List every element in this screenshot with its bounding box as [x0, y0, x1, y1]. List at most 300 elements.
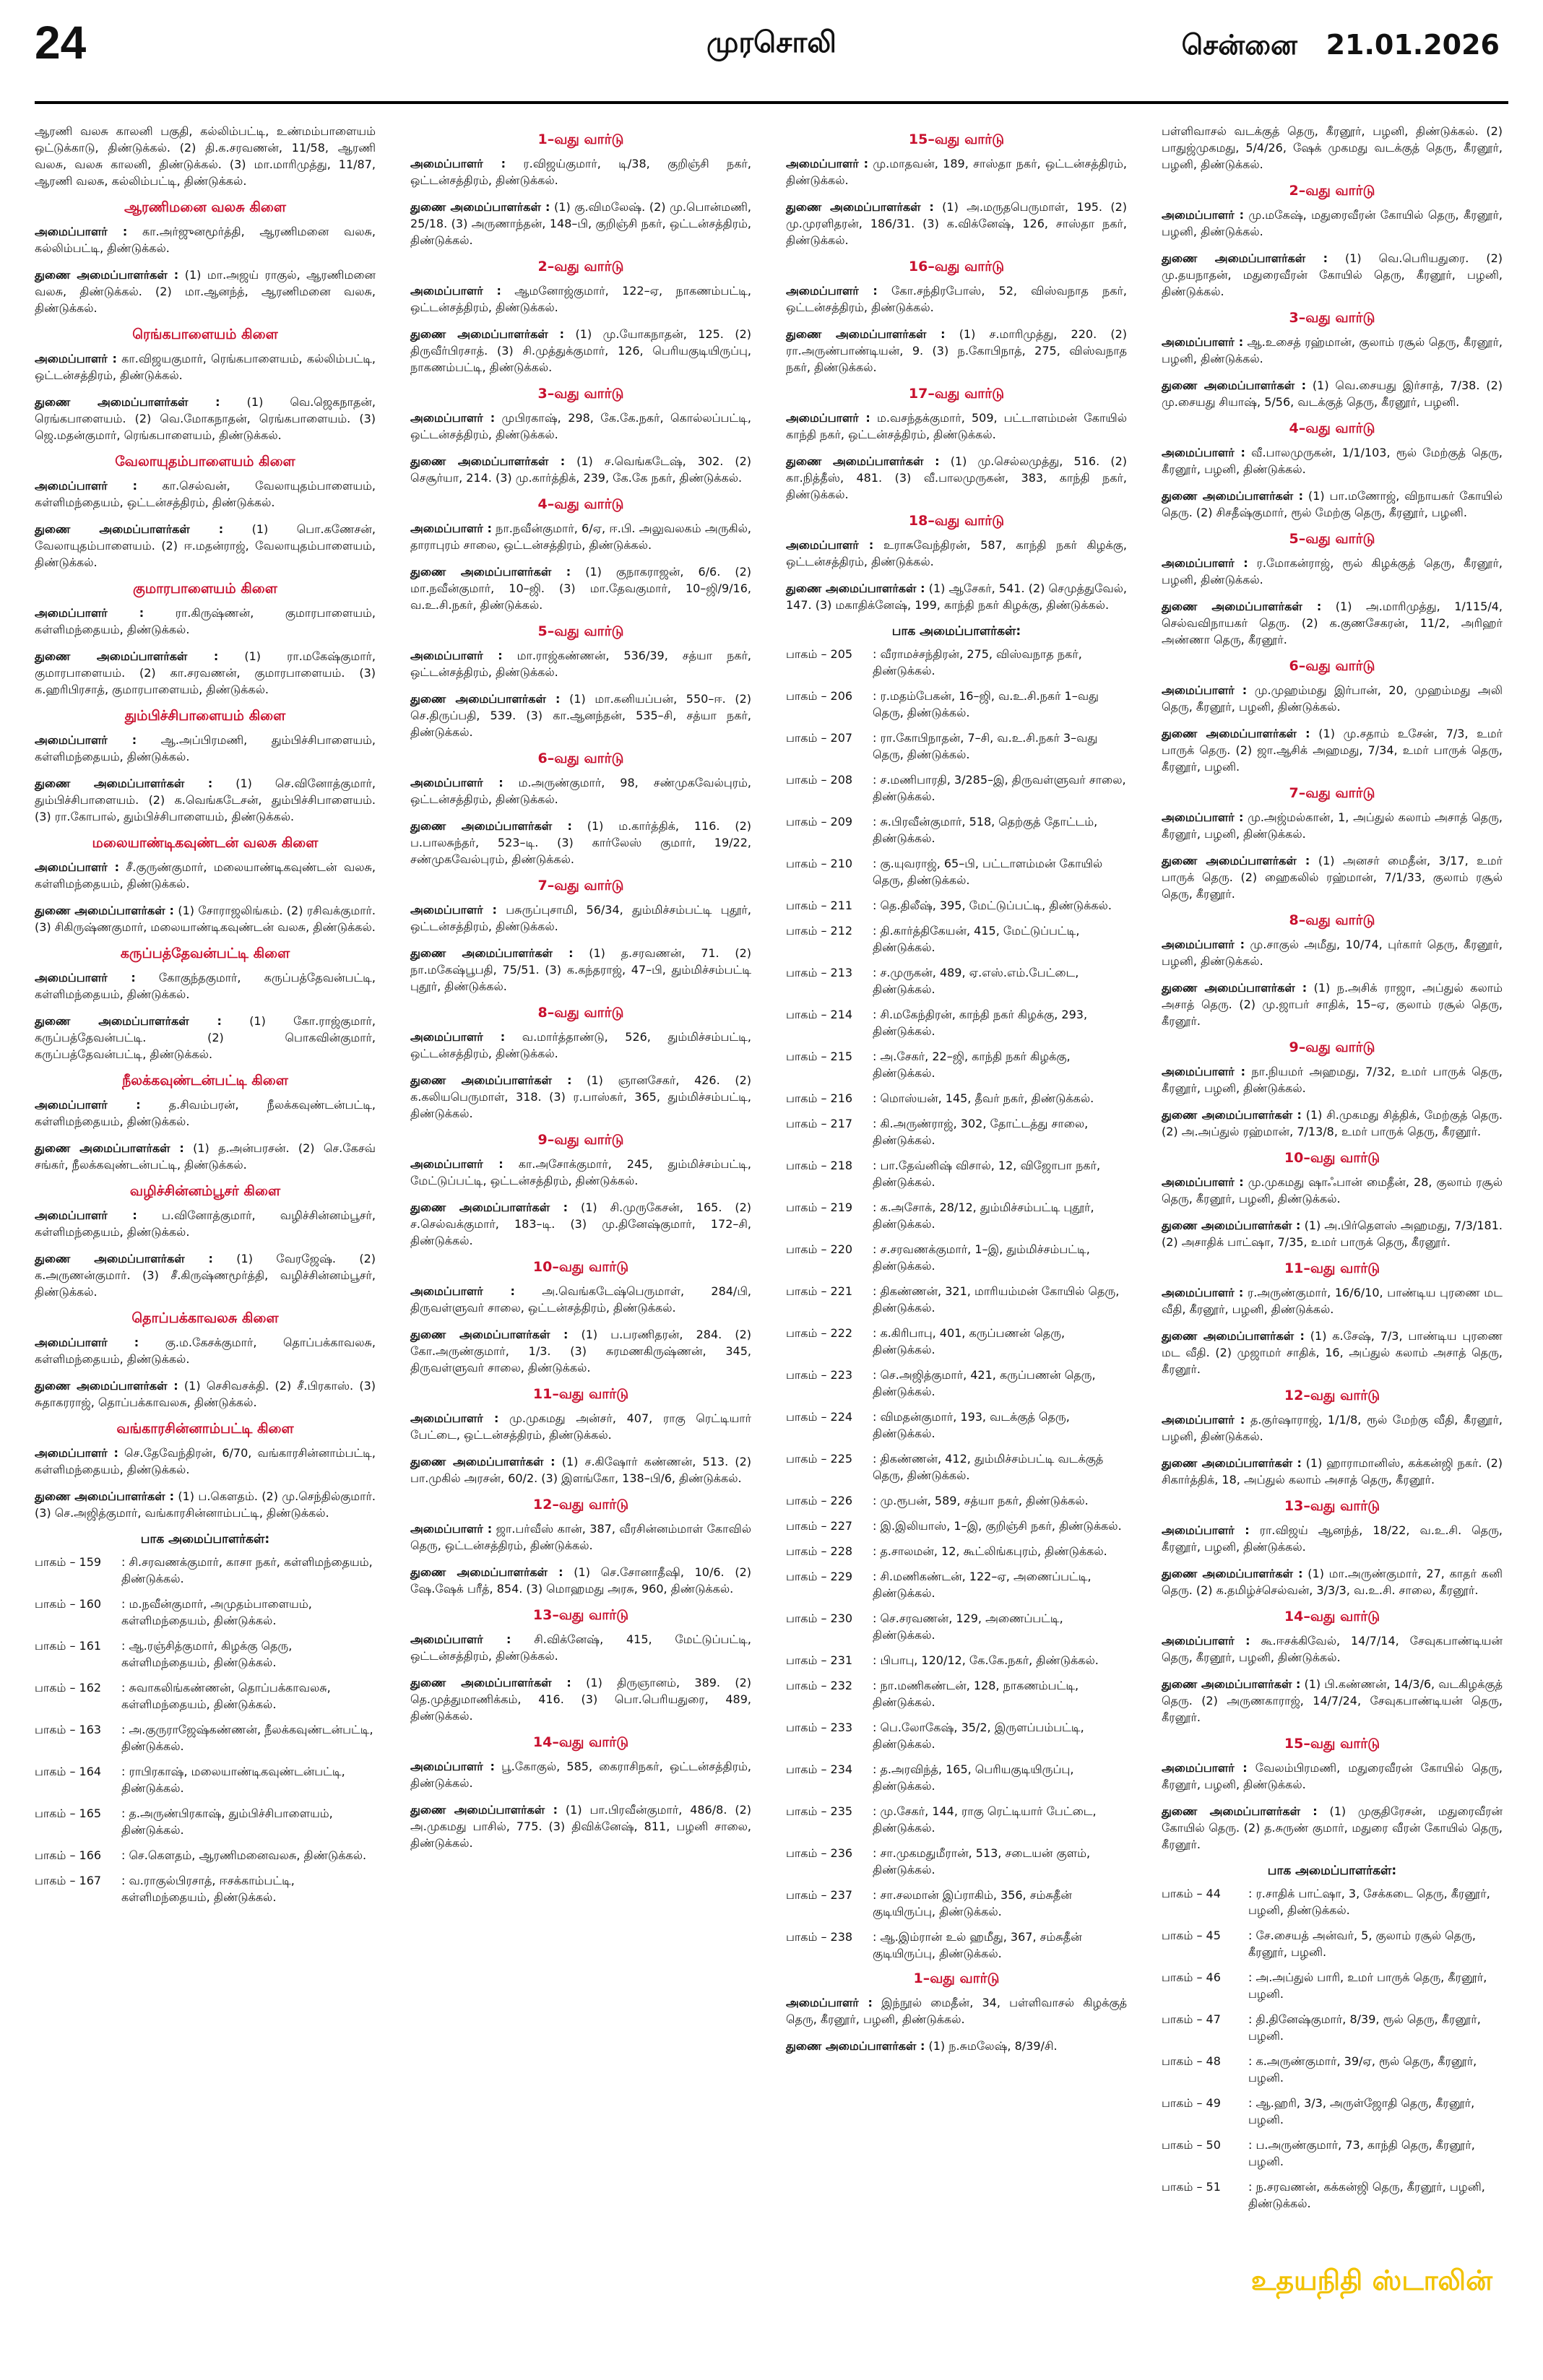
entry-paragraph: [35, 521, 376, 571]
entry-text: (1) செ.சோனாதீஷி, 10/6. (2) ஷே.ஷேக் பரீத், 854. (3) மொஹமது அரசு, 960, திண்டுக்கல்.: [410, 1565, 751, 1596]
entry-text: (1) மு.சதாம் உசேன், 7/3, உமர் பாருக் தெரு. (2) ஜா.ஆசிக் அஹமது, 7/34, உமர் பாருக் தெரு, கீரனூர், பழனி.: [1162, 727, 1503, 774]
entry-paragraph: [410, 1564, 751, 1597]
part-row: [786, 1006, 1127, 1039]
entry-text: (1) த.அன்பரசன். (2) செ.கேசவ் சங்கர், நீலக்கவுண்டன்பட்டி, திண்டுக்கல்.: [35, 1141, 376, 1172]
entry-label: அமைப்பாளர் :: [1162, 1761, 1248, 1775]
part-row: [786, 646, 1127, 679]
part-organizer: : தி.கார்த்திகேயன், 415, மேட்டுப்பட்டி, திண்டுக்கல்.: [873, 924, 1080, 954]
entry-text: ரா.விஜய் ஆனந்த், 18/22, வ.உ.சி. தெரு, கீரனூர், பழனி, திண்டுக்கல்.: [1162, 1523, 1503, 1554]
entry-paragraph: [35, 775, 376, 825]
entry-text: (1) ப.கௌதம். (2) மு.செந்தில்குமார். (3) செ.அஜித்குமார், வங்காரசின்னாம்பட்டி, திண்டுக்கல்.: [35, 1489, 376, 1520]
entry-paragraph: [410, 453, 751, 486]
section-heading: 10–வது வார்டு: [532, 1259, 629, 1275]
entry-text: (1) வெ.பெரியதுரை. (2) மு.தயநாதன், மதுரைவீரன் கோயில் தெரு, கீரனூர், பழனி, திண்டுக்கல்.: [1162, 251, 1503, 298]
part-row: [786, 771, 1127, 805]
part-number: பாகம் – 219: [786, 1200, 853, 1214]
entry-label: துணை அமைப்பாளர்கள் :: [410, 1200, 569, 1214]
section-heading: 8–வது வார்டு: [537, 1005, 624, 1021]
entry-text: அ.வெங்கடேஷ்பெருமாள், 284/பி, திருவள்ளுவர் சாலை, ஒட்டன்சத்திரம், திண்டுக்கல்.: [410, 1284, 752, 1315]
part-number: பாகம் – 227: [786, 1519, 853, 1533]
part-number: பாகம் – 228: [786, 1544, 853, 1558]
entry-paragraph: [1162, 1676, 1503, 1726]
entry-paragraph: [1162, 852, 1503, 902]
entry-paragraph: [410, 520, 751, 553]
entry-label: துணை அமைப்பாளர்கள் :: [1162, 1219, 1301, 1232]
entry-label: துணை அமைப்பாளர்கள் :: [410, 1455, 556, 1468]
part-row: [786, 1492, 1127, 1509]
entry-text: ர.அருண்குமார், 16/6/10, பாண்டிய புரணை மட வீதி, கீரனூர், பழனி, திண்டுக்கல்.: [1162, 1286, 1503, 1316]
entry-text: செ.தேவேந்திரன், 6/70, வங்காரசின்னாம்பட்டி, கள்ளிமந்தையம், திண்டுக்கல்.: [35, 1446, 376, 1476]
entry-paragraph: [410, 155, 751, 189]
part-number: பாகம் – 225: [786, 1452, 853, 1466]
entry-label: துணை அமைப்பாளர்கள் :: [35, 1379, 178, 1393]
part-number: பாகம் – 213: [786, 966, 853, 979]
entry-text: கா.அர்ஜுனமூர்த்தி, ஆரணிமனை வலசு, கல்லிம்பட்டி, திண்டுக்கல்.: [35, 225, 376, 255]
entry-paragraph: [410, 647, 751, 680]
entry-text: (1) அ.பிர்தௌஸ் அஹமது, 7/3/181. (2) அசாதிக் பாட்ஷா, 7/35, உமர் பாருக் தெரு, கீரனூர்.: [1162, 1219, 1503, 1249]
part-row: [786, 897, 1127, 914]
section-heading: 10–வது வார்டு: [1284, 1150, 1380, 1166]
entry-label: அமைப்பாளர் :: [1162, 1634, 1250, 1648]
entry-label: அமைப்பாளர் :: [1162, 1286, 1244, 1299]
section-heading: 18–வது வார்டு: [908, 513, 1005, 529]
section-heading: 16–வது வார்டு: [908, 259, 1005, 274]
entry-paragraph: [410, 1674, 751, 1724]
entry-text: (1) முகுதிரேசன், மதுரைவீரன் கோயில் தெரு. (2) த.சுருண் குமார், மதுரை வீரன் கோயில் தெரு, கீரனூர்.: [1162, 1804, 1503, 1851]
part-row: [786, 1610, 1127, 1643]
part-row: [1162, 1927, 1503, 1960]
entry-paragraph: [410, 282, 751, 316]
entry-text: (1) அ.மாரிமுத்து, 1/115/4, செல்வவிநாயகர் தெரு. (2) க.குணசேகரன், 11/2, அரிஹர் அண்ணா தெரு, கீரனூர்.: [1162, 600, 1503, 646]
part-row: [786, 1543, 1127, 1559]
entry-paragraph: [1162, 488, 1503, 521]
part-number: பாகம் – 214: [786, 1008, 853, 1021]
part-organizer: : பிபாபு, 120/12, கே.கே.நகர், திண்டுக்கல்.: [873, 1653, 1099, 1667]
entry-paragraph: [1162, 1565, 1503, 1598]
entry-text: (1) அனசர் மைதீன், 3/17, உமர் பாருக் தெரு. (2) ஹைகலில் ரஹ்மான், 7/1/33, குலாம் ரசூல் தெரு, கீரனூர்.: [1162, 854, 1503, 901]
part-number: பாகம் – 51: [1162, 2180, 1221, 2194]
entry-paragraph: [786, 453, 1127, 503]
entry-label: அமைப்பாளர் :: [1162, 335, 1244, 349]
part-number: பாகம் – 161: [35, 1639, 102, 1653]
newspaper-name: முரசொலி: [706, 26, 837, 59]
section-heading: 6–வது வார்டு: [1289, 658, 1375, 674]
entry-label: துணை அமைப்பாளர்கள் :: [35, 904, 174, 917]
entry-text: மு.முஹம்மது இர்பான், 20, முஹம்மது அலி தெரு, கீரனூர், பழனி, திண்டுக்கல்.: [1162, 683, 1503, 714]
entry-paragraph: [410, 199, 751, 248]
section-heading: 5–வது வார்டு: [537, 623, 624, 639]
entry-text: (1) மா.கனியப்பன், 550–ஈ. (2) செ.திருப்பதி, 539. (3) கா.ஆனந்தன், 535–சி, சத்யா நகர், திண்டுக்கல்.: [410, 692, 751, 739]
entry-paragraph: [1162, 809, 1503, 842]
part-number: பாகம் – 233: [786, 1721, 853, 1734]
part-row: [35, 1721, 376, 1754]
entry-text: (1) ந.அசிக் ராஜா, அப்துல் கலாம் அசாத் தெரு. (2) மு.ஜாபர் சாதிக், 15–ஏ, குலாம் ரசூல் தெரு, கீரனூர்.: [1162, 981, 1503, 1028]
entry-paragraph: [35, 1096, 376, 1130]
entry-text: (1) மா.அருண்குமார், 27, காதர் கனி தெரு. (2) க.தமிழ்ச்செல்வன், 3/3/3, வ.உ.சி. சாலை, கீரனூர்.: [1162, 1567, 1503, 1597]
section-heading: 4–வது வார்டு: [537, 496, 624, 512]
entry-paragraph: [1162, 725, 1503, 775]
part-organizer: : ஆ.இம்ரான் உல் ஹமீது, 367, சம்சுதீன் குடியிருப்பு, திண்டுக்கல்.: [873, 1930, 1082, 1960]
entry-label: அமைப்பாளர் :: [786, 538, 874, 552]
entry-paragraph: [410, 945, 751, 995]
entry-text: கூ.ஈசக்கிவேல், 14/7/14, சேவுகபாண்டியன் தெரு, கீரனூர், பழனி, திண்டுக்கல்.: [1162, 1634, 1503, 1664]
entry-paragraph: [410, 1072, 751, 1122]
entry-paragraph: [786, 155, 1127, 189]
page-number: 24: [35, 17, 87, 69]
entry-label: துணை அமைப்பாளர்கள் :: [1162, 1804, 1318, 1818]
part-organizer: : ச.சரவணக்குமார், 1–இ, தும்மிச்சம்பட்டி, திண்டுக்கல்.: [873, 1242, 1090, 1273]
entry-text: நா.நியமர் அஹமது, 7/32, உமர் பாருக் தெரு, கீரனூர், பழனி, திண்டுக்கல்.: [1162, 1065, 1503, 1095]
entry-paragraph: [1162, 1803, 1503, 1853]
part-organizers-heading: பாக அமைப்பாளர்கள்:: [140, 1532, 270, 1546]
section-heading: 3–வது வார்டு: [537, 386, 624, 402]
entry-label: துணை அமைப்பாளர்கள் :: [786, 200, 934, 214]
part-organizer: : ப.அருண்குமார், 73, காந்தி தெரு, கீரனூர், பழனி.: [1248, 2138, 1475, 2168]
entry-paragraph: [410, 818, 751, 867]
entry-label: அமைப்பாளர் :: [1162, 683, 1248, 697]
entry-paragraph: [1162, 936, 1503, 969]
part-organizer: : ராபிரகாஷ், மலையாண்டிகவுண்டன்பட்டி, திண்டுக்கல்.: [121, 1765, 345, 1795]
part-organizer: : ர.மதம்பேகன், 16–ஜி, வ.உ.சி.நகர் 1–வது தெரு, திண்டுக்கல்.: [873, 689, 1099, 719]
column-1: [35, 123, 376, 2347]
part-row: [35, 1805, 376, 1838]
entry-paragraph: [35, 1488, 376, 1521]
entry-text: மு.முகமது ஷாஃபான் மைதீன், 28, குலாம் ரசூல் தெரு, கீரனூர், பழனி, திண்டுக்கல்.: [1162, 1175, 1503, 1206]
part-number: பாகம் – 211: [786, 899, 853, 912]
entry-text: ஜா.பர்வீஸ் கான், 387, வீரசின்னம்மாள் கோவில் தெரு, ஒட்டன்சத்திரம், திண்டுக்கல்.: [410, 1522, 752, 1552]
part-row: [1162, 1885, 1503, 1918]
entry-text: (1) பி.கண்ணன், 14/3/6, வடகிழக்குத் தெரு. (2) அருணகாராஜ், 14/7/24, சேவுகபாண்டியன் தெரு, கீரனூர்.: [1162, 1677, 1503, 1724]
part-number: பாகம் – 229: [786, 1570, 853, 1583]
entry-label: துணை அமைப்பாளர்கள் :: [410, 946, 574, 960]
section-heading: 7–வது வார்டு: [1289, 785, 1375, 801]
entry-paragraph: [1162, 207, 1503, 240]
entry-paragraph: [1162, 1632, 1503, 1666]
part-row: [35, 1763, 376, 1796]
entry-paragraph: [1162, 555, 1503, 588]
part-number: பாகம் – 236: [786, 1846, 853, 1860]
entry-paragraph: [35, 223, 376, 256]
entry-text: நா.நவீன்குமார், 6/ஏ, ஈ.பி. அலுவலகம் அருகில், தாராபுரம் சாலை, ஒட்டன்சத்திரம், திண்டுக்கல்.: [410, 522, 752, 552]
entry-text: த.சிவம்பரன், நீலக்கவுண்டன்பட்டி, கள்ளிமந்தையம், திண்டுக்கல்.: [35, 1098, 376, 1128]
signature: உதயநிதி ஸ்டாலின்: [1250, 2264, 1492, 2296]
part-row: [786, 813, 1127, 847]
entry-label: துணை அமைப்பாளர்கள் :: [410, 200, 550, 214]
part-row: [786, 1048, 1127, 1081]
part-number: பாகம் – 206: [786, 689, 853, 703]
entry-label: அமைப்பாளர் :: [410, 1157, 503, 1171]
dateline: [1182, 29, 1500, 65]
entry-label: துணை அமைப்பாளர்கள் :: [410, 565, 571, 579]
part-organizer: : ச.முருகன், 489, ஏ.எஸ்.எம்.பேட்டை, திண்டுக்கல்.: [873, 966, 1079, 996]
part-organizer: : பா.தேவ்னிஷ் விசால், 12, விஜோபா நகர், திண்டுக்கல்.: [873, 1159, 1101, 1189]
part-number: பாகம் – 45: [1162, 1929, 1221, 1942]
entry-paragraph: [35, 902, 376, 935]
part-number: பாகம் – 231: [786, 1653, 853, 1667]
section-heading: 8–வது வார்டு: [1289, 912, 1375, 928]
entry-text: த.குர்ஷாராஜ், 1/1/8, ரூல் மேற்கு வீதி, கீரனூர், பழனி, திண்டுக்கல்.: [1162, 1413, 1503, 1443]
entry-paragraph: [786, 326, 1127, 376]
entry-label: துணை அமைப்பாளர்கள் :: [410, 454, 566, 468]
section-heading: ஆரணிமனை வலசு கிளை: [124, 199, 287, 215]
part-organizer: : சே.சையத் அன்வர், 5, குலாம் ரசூல் தெரு, கீரனூர், பழனி.: [1248, 1929, 1476, 1959]
entry-text: மு.சாகுல் அமீது, 10/74, புர்கார் தெரு, கீரனூர், பழனி, திண்டுக்கல்.: [1162, 938, 1503, 968]
part-organizer: : இ.இலியாஸ், 1–இ, குறிஞ்சி நகர், திண்டுக்கல்.: [873, 1519, 1122, 1533]
part-organizer: : ஆ.ஹரி, 3/3, அருள்ஜோதி தெரு, கீரனூர், பழனி.: [1248, 2096, 1475, 2126]
entry-paragraph: [410, 1410, 751, 1443]
entry-text: கோ.சந்திரபோஸ், 52, விஸ்வநாத நகர், ஒட்டன்சத்திரம், திண்டுக்கல்.: [786, 284, 1128, 314]
entry-text: மு.மாதவன், 189, சாஸ்தா நகர், ஒட்டன்சத்திரம், திண்டுக்கல்.: [786, 157, 1127, 187]
section-heading: 13–வது வார்டு: [1284, 1498, 1380, 1514]
entry-label: அமைப்பாளர் :: [35, 1098, 141, 1112]
entry-label: துணை அமைப்பாளர்கள் :: [35, 1014, 222, 1028]
entry-text: ஆமனோஜ்குமார், 122–ஏ, நாகணம்பட்டி, ஒட்டன்சத்திரம், திண்டுக்கல்.: [410, 284, 751, 314]
entry-text: ப.வினோத்குமார், வழிச்சின்னம்பூசர், கள்ளிமந்தையம், திண்டுக்கல்.: [35, 1208, 376, 1239]
section-heading: 17–வது வார்டு: [908, 386, 1005, 402]
section-heading: தும்பிச்சிபாளையம் கிளை: [124, 708, 286, 724]
part-organizer: : த.சாலமன், 12, கூட்லிங்கபுரம், திண்டுக்கல்.: [873, 1544, 1107, 1558]
entry-label: அமைப்பாளர் :: [1162, 1523, 1250, 1537]
part-number: பாகம் – 222: [786, 1326, 853, 1340]
part-row: [1162, 1969, 1503, 2002]
section-heading: 1–வது வார்டு: [537, 131, 624, 147]
section-heading: 13–வது வார்டு: [532, 1607, 629, 1623]
part-organizers-heading: பாக அமைப்பாளர்கள்:: [1267, 1864, 1397, 1878]
entry-paragraph: [410, 691, 751, 740]
entry-paragraph: [35, 394, 376, 443]
entry-text: (1) வெ.சையது இர்சாத், 7/38. (2) மு.சையது சியாஷ், 5/56, வடக்குத் தெரு, கீரனூர், பழனி.: [1162, 378, 1503, 409]
entry-label: துணை அமைப்பாளர்கள் :: [1162, 727, 1310, 740]
column-4: [1162, 123, 1503, 2347]
section-heading: வழிச்சின்னம்பூசர் கிளை: [129, 1183, 281, 1199]
part-organizer: : திகண்ணன், 321, மாரியம்மன் கோயில் தெரு, திண்டுக்கல்.: [873, 1284, 1120, 1315]
section-heading: 3–வது வார்டு: [1289, 310, 1375, 326]
date: 21.01.2026: [1326, 29, 1500, 61]
part-number: பாகம் – 212: [786, 924, 853, 938]
entry-label: அமைப்பாளர் :: [1162, 938, 1245, 951]
entry-paragraph: [410, 901, 751, 935]
entry-text: (1) சி.முருகேசன், 165. (2) ச.செல்வக்குமார், 183–டி. (3) மு.தினேஷ்குமார், 172–சி, திண்டுக்கல்.: [410, 1200, 751, 1247]
entry-label: அமைப்பாளர் :: [1162, 208, 1245, 222]
entry-text: (1) ஞானசேகர், 426. (2) க.கலியபெருமாள், 318. (3) ர.பாஸ்கர், 365, தும்மிச்சம்பட்டி, திண்டுக்கல்.: [410, 1073, 751, 1120]
entry-text: (1) கோ.ராஜ்குமார், கருப்பத்தேவன்பட்டி. (2) பொகவின்குமார், கருப்பத்தேவன்பட்டி, திண்டுக்கல்.: [35, 1014, 376, 1061]
entry-label: அமைப்பாளர் :: [410, 1632, 511, 1646]
section-heading: 7–வது வார்டு: [537, 878, 624, 893]
entry-label: அமைப்பாளர் :: [410, 1522, 493, 1536]
entry-paragraph: [35, 1334, 376, 1367]
entry-label: துணை அமைப்பாளர்கள் :: [410, 1803, 558, 1817]
entry-text: (1) வெ.ஜெகநாதன், ரெங்கபாளையம். (2) வெ.மோகநாதன், ரெங்கபாளையம். (3) ஜெ.மதன்குமார், ரெங்கபாளையம், திண்டுக்கல்.: [35, 395, 376, 442]
entry-label: அமைப்பாளர் :: [35, 971, 136, 985]
entry-paragraph: [35, 123, 376, 189]
section-heading: 9–வது வார்டு: [1289, 1039, 1375, 1055]
entry-label: துணை அமைப்பாளர்கள் :: [1162, 1329, 1305, 1343]
part-organizer: : தெ.திலீஷ், 395, மேட்டுப்பட்டி, திண்டுக்கல்.: [873, 899, 1112, 912]
entry-label: துணை அமைப்பாளர்கள் :: [410, 1565, 563, 1579]
entry-text: (1) ச.மாரிமுத்து, 220. (2) ரா.அருண்பாண்டியன், 9. (3) ந.கோபிநாத், 275, விஸ்வநாத நகர், திண்டுக்கல்.: [786, 327, 1127, 374]
column-2: [410, 123, 751, 2347]
entry-paragraph: [410, 1453, 751, 1487]
part-row: [786, 855, 1127, 888]
part-number: பாகம் – 165: [35, 1806, 102, 1820]
entry-label: அமைப்பாளர் :: [410, 411, 496, 425]
entry-label: துணை அமைப்பாளர்கள் :: [35, 649, 219, 663]
section-heading: தொப்பக்காவலசு கிளை: [131, 1310, 279, 1326]
part-row: [786, 1115, 1127, 1148]
entry-label: அமைப்பாளர் :: [786, 284, 878, 298]
entry-label: துணை அமைப்பாளர்கள் :: [786, 581, 925, 595]
entry-label: அமைப்பாளர் :: [35, 352, 117, 365]
part-row: [1162, 2053, 1503, 2086]
entry-label: அமைப்பாளர் :: [786, 157, 869, 170]
entry-paragraph: [410, 1199, 751, 1249]
entry-label: அமைப்பாளர் :: [410, 1030, 506, 1044]
entry-paragraph: [35, 648, 376, 698]
entry-text: (1) செசிவசக்தி. (2) சீ.பிரகாஸ். (3) சுதாகரராஜ், தொப்பக்காவலசு, திண்டுக்கல்.: [35, 1379, 376, 1409]
part-number: பாகம் – 226: [786, 1494, 853, 1507]
entry-paragraph: [35, 1207, 376, 1240]
part-row: [786, 1450, 1127, 1484]
entry-paragraph: [1162, 334, 1503, 367]
entry-text: (1) கு.விமலேஷ். (2) மு.பொன்மணி, 25/18. (3) அருணாந்தன், 148–பி, குறிஞ்சி நகர், ஒட்டன்சத்திரம், திண்டுக்கல்.: [410, 200, 751, 247]
entry-label: அமைப்பாளர் :: [410, 649, 503, 662]
entry-paragraph: [410, 1758, 751, 1791]
part-row: [786, 1652, 1127, 1669]
part-row: [786, 1719, 1127, 1752]
entry-label: துணை அமைப்பாளர்கள் :: [786, 454, 940, 468]
entry-text: கோகுந்தகுமார், கருப்பத்தேவன்பட்டி, கள்ளிமந்தையம், திண்டுக்கல்.: [35, 971, 376, 1001]
part-number: பாகம் – 215: [786, 1050, 853, 1063]
entry-paragraph: [410, 1801, 751, 1851]
part-number: பாகம் – 221: [786, 1284, 853, 1298]
entry-text: (1) குநாகராஜன், 6/6. (2) மா.நவீன்குமார், 10–ஜி. (3) மா.தேவகுமார், 10–ஜி/9/16, வ.உ.சி.நகர், திண்டுக்கல்.: [410, 565, 751, 612]
entry-paragraph: [410, 1631, 751, 1664]
entry-label: அமைப்பாளர் :: [35, 733, 137, 747]
entry-paragraph: [786, 199, 1127, 248]
part-row: [786, 1408, 1127, 1442]
entry-label: துணை அமைப்பாளர்கள் :: [1162, 1108, 1302, 1122]
entry-text: ஆ.அப்பிரமணி, தும்பிச்சிபாளையம், கள்ளிமந்தையம், திண்டுக்கல்.: [35, 733, 376, 763]
section-heading: 5–வது வார்டு: [1289, 531, 1375, 547]
entry-label: துணை அமைப்பாளர்கள் :: [35, 1252, 213, 1265]
section-heading: வங்காரசின்னாம்பட்டி கிளை: [116, 1421, 294, 1437]
part-row: [786, 1761, 1127, 1794]
entry-text: மு.முகமது அன்சர், 407, ராகு ரெட்டியார் பேட்டை, ஒட்டன்சத்திரம், திண்டுக்கல்.: [410, 1411, 752, 1442]
part-number: பாகம் – 234: [786, 1762, 853, 1776]
entry-paragraph: [35, 1013, 376, 1063]
entry-label: துணை அமைப்பாளர்கள் :: [35, 268, 179, 282]
entry-text: (1) ஆசேகர், 541. (2) செமுத்துவேல், 147. (3) மகாதிக்னேஷ், 199, காந்தி நகர் கிழக்கு, திண்டுக்கல்.: [786, 581, 1127, 612]
entry-paragraph: [410, 1029, 751, 1062]
entry-paragraph: [35, 1140, 376, 1173]
header-rule: [35, 101, 1508, 104]
entry-label: துணை அமைப்பாளர்கள் :: [1162, 251, 1328, 265]
entry-label: துணை அமைப்பாளர்கள் :: [35, 776, 213, 790]
entry-text: (1) க.சேஷ், 7/3, பாண்டிய புரணை மட வீதி. (2) முஜாமர் சாதிக், 16, அப்துல் கலாம் அசாத் தெரு, கீரனூர்.: [1162, 1329, 1503, 1376]
entry-text: (1) அ.மருதபெருமாள், 195. (2) மு.முரளிதரன், 186/31. (3) க.விக்னேஷ், 126, சாஸ்தா நகர், திண்டுக்கல்.: [786, 200, 1128, 247]
part-organizer: : த.அரவிந்த், 165, பெரியகுடியிருப்பு, திண்டுக்கல்.: [873, 1762, 1074, 1793]
part-number: பாகம் – 238: [786, 1930, 853, 1944]
entry-text: (1) செ.வினோத்குமார், தும்பிச்சிபாளையம். (2) க.வெங்கடேசன், தும்பிச்சிபாளையம். (3) ரா.கோபால், தும்பிச்சிபாளையம், திண்டுக்கல்.: [35, 776, 376, 823]
entry-label: அமைப்பாளர் :: [35, 860, 120, 874]
part-organizer: : அ.குருராஜேஷ்கண்ணன், நீலக்கவுண்டன்பட்டி, திண்டுக்கல்.: [121, 1723, 373, 1753]
entry-paragraph: [35, 267, 376, 316]
part-row: [786, 730, 1127, 763]
section-heading: நீலக்கவுண்டன்பட்டி கிளை: [122, 1073, 288, 1089]
part-number: பாகம் – 209: [786, 815, 853, 828]
entry-label: துணை அமைப்பாளர்கள் :: [1162, 1677, 1301, 1691]
part-row: [786, 1568, 1127, 1601]
entry-label: துணை அமைப்பாளர்கள் :: [410, 327, 565, 341]
entry-text: (1) மு.செல்லமுத்து, 516. (2) கா.நித்தீஸ், 481. (3) வீ.பாலமுருகன், 383, காந்தி நகர், திண்டுக்கல்.: [786, 454, 1128, 501]
entry-text: ஆ.உசைத் ரஹ்மான், குலாம் ரசூல் தெரு, கீரனூர், பழனி, திண்டுக்கல்.: [1162, 335, 1503, 365]
part-number: பாகம் – 230: [786, 1611, 853, 1625]
section-heading: 1–வது வார்டு: [913, 1970, 1000, 1986]
entry-text: கு.ம.கேசக்குமார், தொப்பக்காவலசு, கள்ளிமந்தையம், திண்டுக்கல்.: [35, 1336, 376, 1366]
entry-label: அமைப்பாளர் :: [410, 284, 501, 298]
section-heading: வேலாயுதம்பாளையம் கிளை: [115, 454, 295, 469]
entry-label: அமைப்பாளர் :: [35, 1208, 137, 1222]
part-row: [35, 1872, 376, 1905]
part-organizer: : செ.சரவணன், 129, அணைப்பட்டி, திண்டுக்கல்.: [873, 1611, 1063, 1642]
entry-paragraph: [1162, 979, 1503, 1029]
part-row: [35, 1554, 376, 1587]
part-row: [786, 1325, 1127, 1358]
section-heading: 2–வது வார்டு: [537, 259, 624, 274]
section-heading: குமாரபாளையம் கிளை: [133, 581, 277, 597]
part-row: [35, 1596, 376, 1629]
entry-label: அமைப்பாளர் :: [1162, 1065, 1245, 1078]
part-number: பாகம் – 44: [1162, 1887, 1221, 1900]
entry-text: ம.வசந்தக்குமார், 509, பட்டாளம்மன் கோயில் காந்தி நகர், ஒட்டன்சத்திரம், திண்டுக்கல்.: [786, 411, 1128, 441]
entry-text: (1) சோராஜலிங்கம். (2) ரசிவக்குமார். (3) சிகிருஷ்ணகுமார், மலையாண்டிகவுண்டன் வலசு, திண்டுக்கல்.: [35, 904, 376, 934]
entry-paragraph: [786, 537, 1127, 570]
part-organizer: : செ.அஜித்குமார், 421, கருப்பணன் தெரு, திண்டுக்கல்.: [873, 1368, 1096, 1398]
entry-text: வேலம்பிரமணி, மதுரைவீரன் கோயில் தெரு, கீரனூர், பழனி, திண்டுக்கல்.: [1162, 1761, 1503, 1791]
part-organizer: : ச.மணிபாரதி, 3/285–இ, திருவள்ளுவர் சாலை, திண்டுக்கல்.: [873, 773, 1126, 803]
entry-text: (1) திருஞானம், 389. (2) தெ.முத்துமாணிக்கம், 416. (3) பொ.பெரியதுரை, 489, திண்டுக்கல்.: [410, 1676, 752, 1723]
part-row: [786, 1845, 1127, 1878]
entry-label: அமைப்பாளர் :: [410, 1760, 495, 1773]
entry-text: சீ.குருண்குமார், மலையாண்டிகவுண்டன் வலசு, கள்ளிமந்தையம், திண்டுக்கல்.: [35, 860, 376, 891]
entry-paragraph: [1162, 1063, 1503, 1096]
entry-label: துணை அமைப்பாளர்கள் :: [1162, 489, 1304, 503]
part-organizer: : செ.கௌதம், ஆரணிமனைவலசு, திண்டுக்கல்.: [121, 1848, 367, 1862]
entry-label: அமைப்பாளர் :: [1162, 810, 1244, 824]
entry-label: அமைப்பாளர் :: [1162, 1413, 1245, 1427]
part-number: பாகம் – 217: [786, 1117, 853, 1130]
part-number: பாகம் – 166: [35, 1848, 102, 1862]
entry-label: துணை அமைப்பாளர்கள் :: [1162, 1456, 1302, 1470]
entry-label: துணை அமைப்பாளர்கள் :: [786, 327, 946, 341]
entry-text: (1) ந.சுமலேஷ், 8/39/சி.: [928, 2039, 1058, 2053]
entry-text: மா.ராஜ்கண்ணன், 536/39, சத்யா நகர், ஒட்டன்சத்திரம், திண்டுக்கல்.: [410, 649, 752, 679]
entry-label: அமைப்பாளர் :: [1162, 1175, 1244, 1189]
entry-text: (1) ம.கார்த்திக், 116. (2) ப.பாலசுந்தர், 523–டி. (3) கார்லேஸ் குமார், 19/22, சண்முகவேல்புரம், திண்டுக்கல்.: [410, 819, 751, 866]
entry-label: அமைப்பாளர் :: [410, 776, 503, 789]
entry-text: கா.அசோக்குமார், 245, தும்மிச்சம்பட்டி, மேட்டுப்பட்டி, ஒட்டன்சத்திரம், திண்டுக்கல்.: [410, 1157, 751, 1187]
part-number: பாகம் – 216: [786, 1091, 853, 1105]
entry-text: பள்ளிவாசல் வடக்குத் தெரு, கீரனூர், பழனி, திண்டுக்கல். (2) பாதுஜ்முகமது, 5/4/26, ஷேக் முகமது வடக்குத் தெரு, கீரனூர், பழனி, திண்டுக்கல்.: [1162, 124, 1503, 171]
part-number: பாகம் – 218: [786, 1159, 853, 1172]
part-organizer: : க.அருண்குமார், 39/ஏ, ரூல் தெரு, கீரனூர், பழனி.: [1248, 2054, 1477, 2085]
part-row: [786, 1367, 1127, 1400]
entry-text: (1) பொ.கணேசன், வேலாயுதம்பாளையம். (2) ஈ.மதன்ராஜ், வேலாயுதம்பாளையம், திண்டுக்கல்.: [35, 522, 376, 569]
part-row: [786, 1283, 1127, 1316]
part-organizer: : அ.அப்துல் பாரி, உமர் பாருக் தெரு, கீரனூர், பழனி.: [1248, 1970, 1487, 2001]
part-number: பாகம் – 210: [786, 857, 853, 870]
entry-paragraph: [786, 282, 1127, 316]
